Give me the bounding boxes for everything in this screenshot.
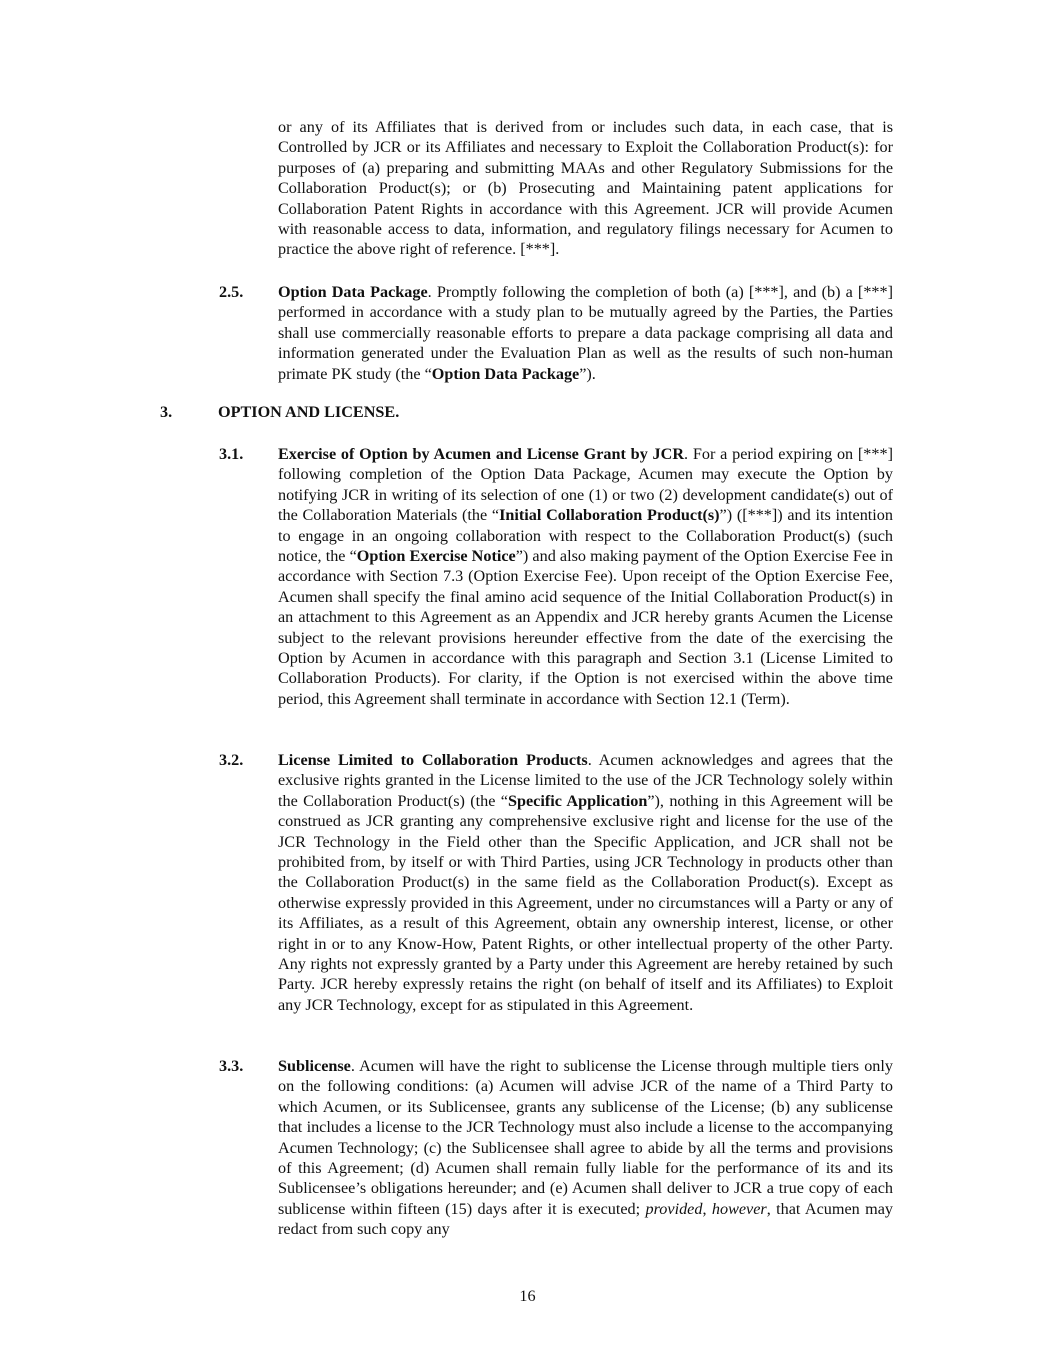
section-title: Sublicense [278, 1057, 351, 1075]
section-body [278, 444, 893, 709]
section-text: ”), nothing in this Agreement will be construed as JCR granting any comprehensive exclusive right and license for the use of the JCR Technology in the Field other than the Specific Application, and JCR shall not be prohibited from, by itself or with Third Parties, using JCR Technology in products other than the Collaboration Product(s) in the same field as the Collaboration Product(s). Except as otherwise expressly provided in this Agreement, under no circumstances will a Party or any of its Affiliates, as a result of this Agreement, obtain any ownership interest, license, or other right in or to any Know-How, Patent Rights, or other intellectual property of the other Party. Any rights not expressly granted by a Party under this Agreement are hereby retained by such Party. JCR hereby expressly retains the right (on behalf of itself and its Affiliates) to Exploit any JCR Technology, except for as stipulated in this Agreement. [278, 791, 893, 1014]
section-body [278, 750, 893, 1015]
page-number: 16 [519, 1287, 536, 1305]
defined-term: Option Exercise Notice [356, 547, 516, 566]
section-text: . Acumen will have the right to sublicense the License through multiple tiers only on the following conditions: (a) Acumen will advise JCR of the name of a Third Party to which Acumen, or its Sublicensee, grants any sublicense of the License; (b) any sublicense that includes a license to the JCR Technology must also include a license to the accompanying Acumen Technology; (c) the Sublicensee shall agree to abide by all the terms and provisions of this Agreement; (d) Acumen shall remain fully liable for the performance of its and its Sublicensee’s obligations hereunder; and (e) Acumen shall deliver to JCR a true copy of each sublicense within fifteen (15) days after it is executed; [278, 1057, 893, 1218]
section-title: License Limited to Collaboration Products [278, 751, 588, 769]
defined-term: Initial Collaboration Product(s) [499, 506, 720, 525]
continued-paragraph: or any of its Affiliates that is derived from or includes such data, in each case, that is Controlled by JCR or its Affiliates and necessary to Exploit the Collaboration Product(s): for purposes of (a) preparing and submitting MAAs and other Regulatory Submissions for the Collaboration Product(s); or (b) Prosecuting and Maintaining patent applications for Collaboration Patent Rights in accordance with this Agreement. JCR will provide Acumen with reasonable access to data, information, and regulatory filings necessary for Acumen to practice the above right of reference. [***]. [278, 118, 893, 259]
section-title: OPTION AND LICENSE. [218, 403, 400, 421]
section-text: . Acumen acknowledges and agrees that the exclusive rights granted in the License limited to the use of the JCR Technology solely within the Collaboration Product(s) (the “ [278, 751, 893, 810]
section-text: , [702, 1199, 712, 1218]
section-text: , that Acumen may redact from such copy any [278, 1199, 893, 1239]
section-text: . Promptly following the completion of both (a) [***], and (b) a [***] performed in accordance with a study plan to be mutually agreed by the Parties, the Parties shall use commercially reasonable efforts to prepare a data package comprising all data and information generated under the Evaluation Plan as well as the results of such non-human primate PK study (the “ [278, 283, 893, 383]
section-number: 3. [160, 403, 173, 421]
section-title: Option Data Package [278, 283, 428, 301]
section-number: 3.3. [219, 1057, 244, 1075]
section-body [278, 1056, 893, 1240]
defined-term: Specific Application [507, 791, 648, 810]
section-text: ”) and also making payment of the Option Exercise Fee in accordance with Section 7.3 (Option Exercise Fee). Upon receipt of the Option Exercise Fee, Acumen shall specify the final amino acid sequence of the Initial Collaboration Product(s) in an attachment to this Agreement as an Appendix and JCR hereby grants Acumen the License subject to the relevant provisions hereunder effective from the date of the exercising the Option by Acumen in accordance with this paragraph and Section 3.1 (License Limited to Collaboration Products). For clarity, if the Option is not exercised within the above time period, this Agreement shall terminate in accordance with Section 12.1 (Term). [278, 547, 893, 708]
section-text: . For a period expiring on [***] following completion of the Option Data Package, Acumen may execute the Option by notifying JCR in writing of its selection of one (1) or two (2) development candidate(s) out of the Collaboration Materials (the “ [278, 445, 893, 525]
italic-term: provided [645, 1199, 703, 1218]
section-number: 3.2. [219, 751, 244, 769]
section-title: Exercise of Option by Acumen and License Grant by JCR [278, 445, 685, 463]
section-text: ”) ([***]) and its intention to engage in an ongoing collaboration with respect to the Collaboration Product(s) (such notice, the “ [278, 506, 893, 566]
section-body [278, 282, 893, 384]
defined-term: Option Data Package [431, 364, 580, 383]
section-number: 2.5. [219, 283, 244, 301]
section-text: ”). [579, 364, 596, 383]
section-3-heading [160, 402, 399, 422]
italic-term: however [711, 1199, 767, 1218]
section-number: 3.1. [219, 445, 244, 463]
